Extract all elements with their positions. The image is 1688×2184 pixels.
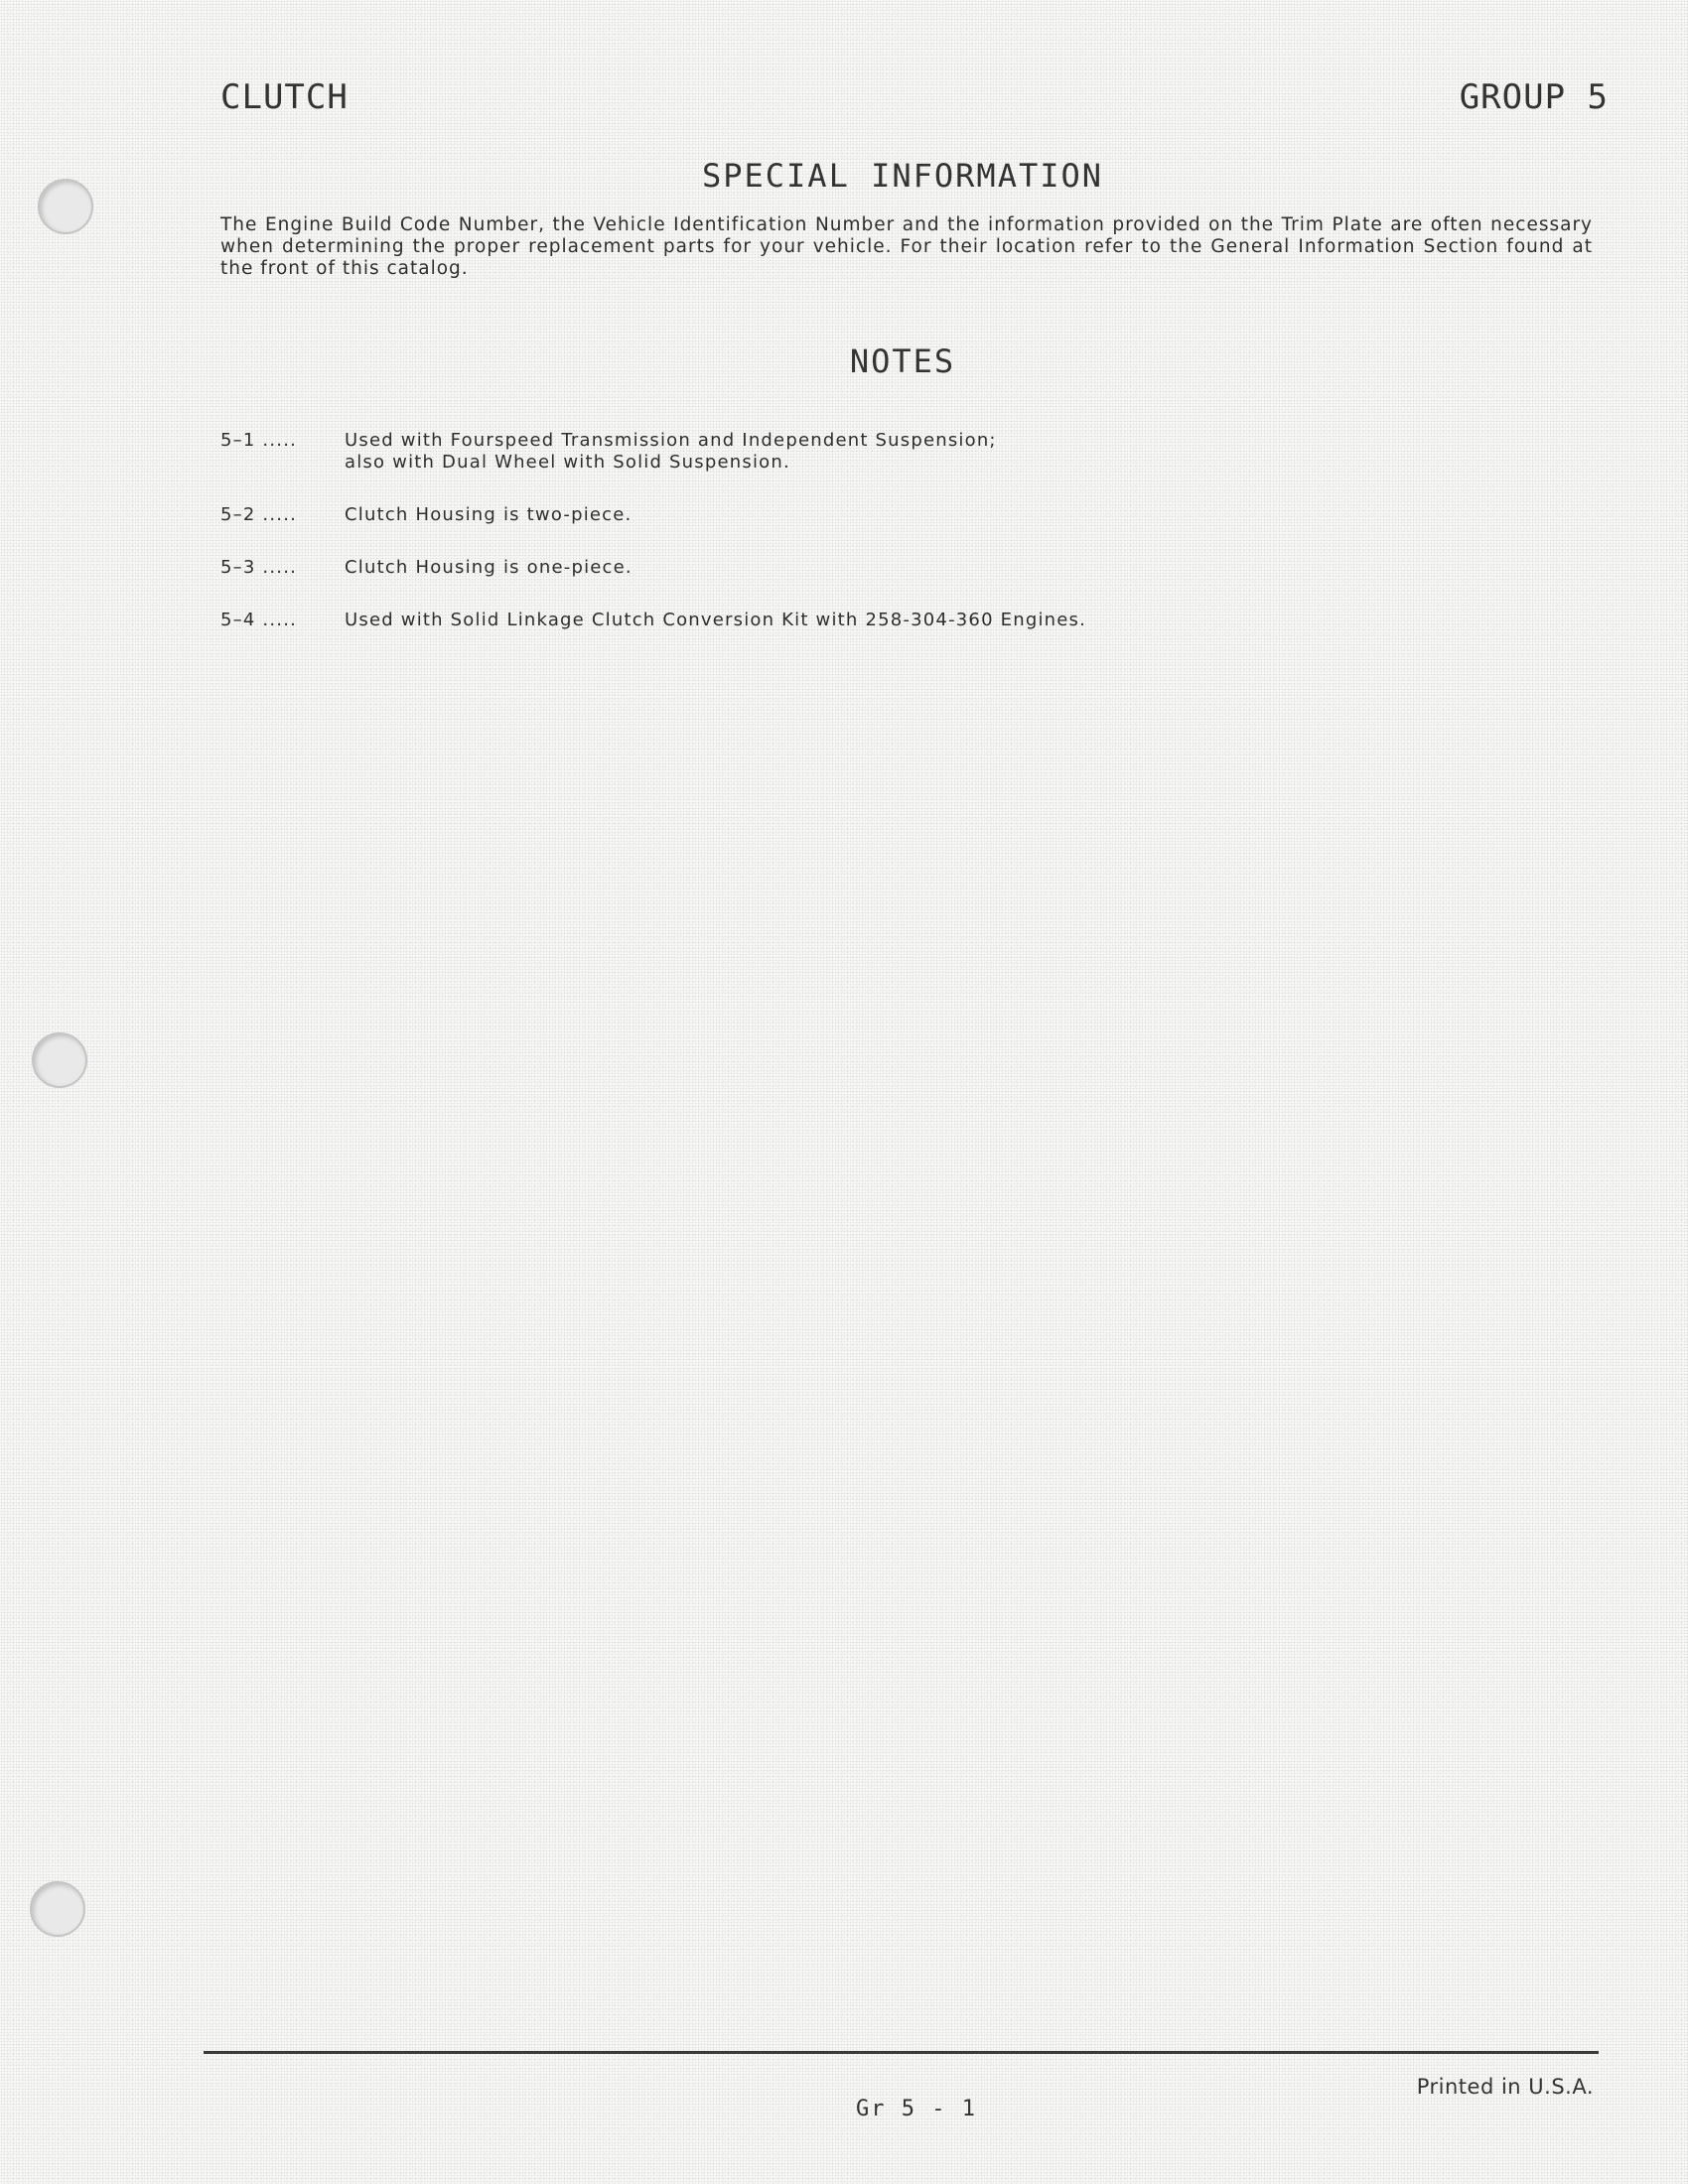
note-text <box>345 430 1511 474</box>
note-text: Used with Solid Linkage Clutch Conversion Kit with 258-304-360 Engines. <box>345 610 1087 630</box>
note-code: 5–1 ..... <box>220 430 298 451</box>
punch-hole-middle <box>32 1032 87 1088</box>
note-text-line-2: also with Dual Wheel with Solid Suspension. <box>345 452 790 473</box>
note-text-line-1: Used with Fourspeed Transmission and Independent Suspension; <box>345 430 997 451</box>
note-text: Clutch Housing is one-piece. <box>345 557 633 578</box>
notes-list <box>220 430 1511 662</box>
punch-hole-bottom <box>30 1881 85 1937</box>
note-code: 5–4 ..... <box>220 610 298 630</box>
footer-divider <box>204 2051 1599 2054</box>
notes-title: NOTES <box>849 342 956 380</box>
note-5-1 <box>220 430 1511 474</box>
page-number: Gr 5 - 1 <box>856 2097 977 2121</box>
note-code: 5–2 ..... <box>220 504 298 525</box>
note-text: Clutch Housing is two-piece. <box>345 504 633 525</box>
special-information-title: SPECIAL INFORMATION <box>701 157 1104 195</box>
printed-in-usa: Printed in U.S.A. <box>1416 2075 1594 2099</box>
note-code: 5–3 ..... <box>220 557 298 578</box>
note-5-3 <box>220 557 1511 579</box>
section-header: CLUTCH <box>220 77 349 117</box>
note-5-2 <box>220 504 1511 526</box>
group-header: GROUP 5 <box>1459 77 1609 117</box>
special-information-text: The Engine Build Code Number, the Vehicle Identification Number and the information provided on the Trim Plate are often necessary when determining the proper replacement parts for your vehicle. For their location refer to the General Information Section found at the front of this catalog. <box>220 214 1593 279</box>
note-5-4 <box>220 610 1511 631</box>
